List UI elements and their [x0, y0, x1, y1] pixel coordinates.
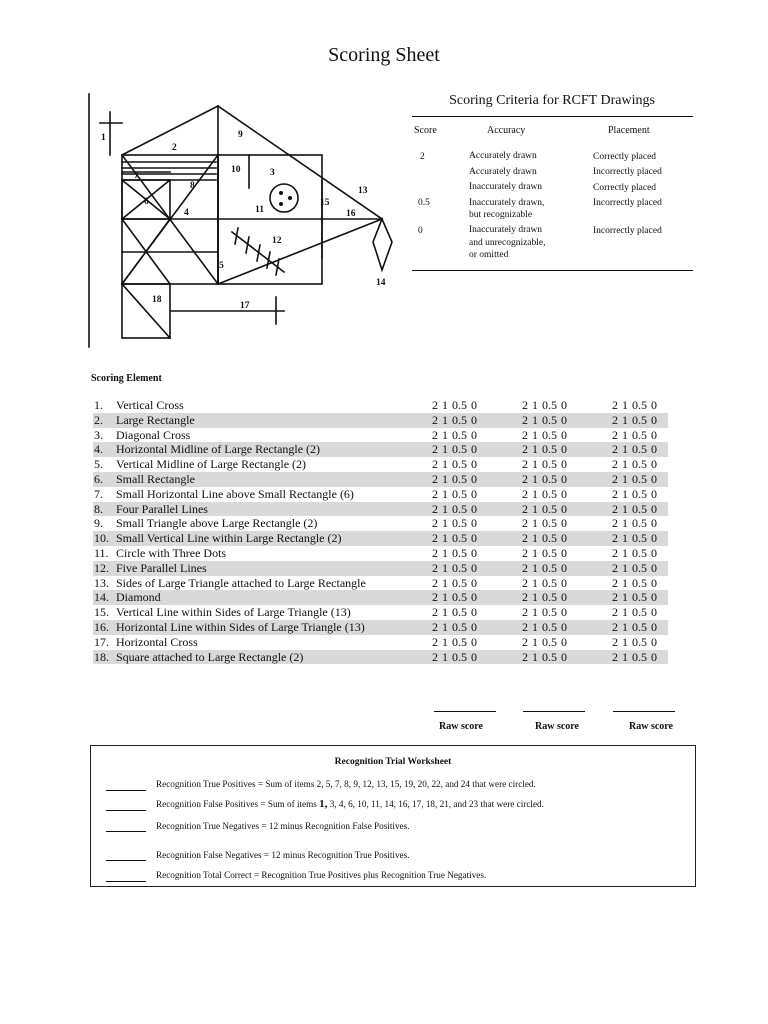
- scoring-element-label: Scoring Element: [91, 373, 162, 384]
- score-options[interactable]: 2 1 0.5 0: [612, 634, 657, 649]
- score-options[interactable]: 2 1 0.5 0: [612, 545, 657, 560]
- scoring-row: [93, 502, 668, 517]
- item-label: Small Rectangle: [116, 471, 195, 486]
- page-title: Scoring Sheet: [328, 44, 440, 66]
- score-options[interactable]: 2 1 0.5 0: [432, 575, 477, 590]
- criteria-title: Scoring Criteria for RCFT Drawings: [449, 93, 655, 108]
- item-number: 9.: [94, 516, 103, 531]
- score-options[interactable]: 2 1 0.5 0: [522, 471, 567, 486]
- item-number: 7.: [94, 486, 103, 501]
- criteria-header-accuracy: Accuracy: [487, 125, 526, 136]
- item-number: 15.: [94, 605, 109, 620]
- score-options[interactable]: 2 1 0.5 0: [522, 427, 567, 442]
- score-options[interactable]: 2 1 0.5 0: [612, 575, 657, 590]
- item-number: 11.: [94, 545, 109, 560]
- figure-label: 10: [231, 165, 241, 175]
- scoring-row: [93, 561, 668, 576]
- scoring-row: [93, 546, 668, 561]
- item-number: 4.: [94, 442, 103, 457]
- score-options[interactable]: 2 1 0.5 0: [612, 501, 657, 516]
- item-number: 16.: [94, 619, 109, 634]
- figure-label: 2: [172, 143, 177, 153]
- item-number: 18.: [94, 649, 109, 664]
- answer-blank[interactable]: [106, 790, 146, 791]
- scoring-table: [93, 398, 668, 664]
- raw-score-line: [613, 711, 675, 712]
- worksheet-line: Recognition False Positives = Sum of items 1, 3, 4, 6, 10, 11, 14, 16, 17, 18, 21, and 23 that were circled.: [156, 798, 544, 810]
- criteria-rule: [412, 270, 693, 271]
- score-options[interactable]: 2 1 0.5 0: [522, 590, 567, 605]
- score-options[interactable]: 2 1 0.5 0: [432, 442, 477, 457]
- item-label: Vertical Line within Sides of Large Triangle (13): [116, 605, 351, 620]
- criteria-placement: Correctly placed: [593, 183, 657, 193]
- criteria-accuracy: Accurately drawn: [469, 151, 537, 161]
- score-options[interactable]: 2 1 0.5 0: [432, 619, 477, 634]
- criteria-header-score: Score: [414, 125, 437, 136]
- worksheet-title: Recognition Trial Worksheet: [334, 757, 452, 767]
- figure-label: 6: [144, 197, 149, 207]
- item-number: 5.: [94, 457, 103, 472]
- score-options[interactable]: 2 1 0.5 0: [612, 619, 657, 634]
- score-options[interactable]: 2 1 0.5 0: [522, 545, 567, 560]
- item-number: 13.: [94, 575, 109, 590]
- criteria-accuracy: Inaccurately drawn: [469, 182, 543, 192]
- scoring-row: [93, 472, 668, 487]
- item-label: Diagonal Cross: [116, 427, 191, 442]
- criteria-accuracy: Inaccurately drawn: [469, 225, 543, 235]
- item-label: Five Parallel Lines: [116, 560, 207, 575]
- figure-label: 4: [184, 208, 189, 218]
- score-options[interactable]: 2 1 0.5 0: [432, 649, 477, 664]
- item-number: 14.: [94, 590, 109, 605]
- scoring-row: [93, 442, 668, 457]
- score-options[interactable]: 2 1 0.5 0: [432, 634, 477, 649]
- criteria-score: 0: [418, 226, 423, 236]
- score-options[interactable]: 2 1 0.5 0: [612, 442, 657, 457]
- score-options[interactable]: 2 1 0.5 0: [522, 649, 567, 664]
- figure-label: 8: [190, 181, 195, 191]
- worksheet-line: Recognition True Negatives = 12 minus Recognition False Positives.: [156, 821, 410, 831]
- item-number: 8.: [94, 501, 103, 516]
- score-options[interactable]: 2 1 0.5 0: [612, 398, 657, 412]
- figure-label: 3: [270, 168, 275, 178]
- item-label: Diamond: [116, 590, 161, 605]
- score-options[interactable]: 2 1 0.5 0: [612, 471, 657, 486]
- score-options[interactable]: 2 1 0.5 0: [522, 457, 567, 472]
- item-number: 6.: [94, 471, 103, 486]
- item-label: Small Triangle above Large Rectangle (2): [116, 516, 318, 531]
- score-options[interactable]: 2 1 0.5 0: [612, 649, 657, 664]
- figure-label: 7: [134, 171, 139, 181]
- score-options[interactable]: 2 1 0.5 0: [522, 501, 567, 516]
- score-options[interactable]: 2 1 0.5 0: [612, 590, 657, 605]
- criteria-accuracy: and unrecognizable,: [469, 238, 546, 248]
- item-label: Small Horizontal Line above Small Rectangle (6): [116, 486, 354, 501]
- score-options[interactable]: 2 1 0.5 0: [522, 634, 567, 649]
- scoring-row: [93, 590, 668, 605]
- raw-score-line: [523, 711, 585, 712]
- item-label: Horizontal Cross: [116, 634, 198, 649]
- scoring-row: [93, 457, 668, 472]
- scoring-row: [93, 428, 668, 443]
- score-options[interactable]: 2 1 0.5 0: [432, 412, 477, 427]
- criteria-score: 0.5: [418, 198, 430, 208]
- scoring-row: [93, 650, 668, 665]
- raw-score-label: Raw score: [535, 721, 579, 732]
- item-label: Square attached to Large Rectangle (2): [116, 649, 304, 664]
- worksheet-line: Recognition Total Correct = Recognition True Positives plus Recognition True Negatives.: [156, 870, 487, 880]
- item-label: Four Parallel Lines: [116, 501, 208, 516]
- score-options[interactable]: 2 1 0.5 0: [432, 427, 477, 442]
- item-label: Small Vertical Line within Large Rectangle (2): [116, 531, 342, 546]
- item-number: 17.: [94, 634, 109, 649]
- item-label: Horizontal Line within Sides of Large Triangle (13): [116, 619, 365, 634]
- figure-label: 9: [238, 130, 243, 140]
- item-number: 3.: [94, 427, 103, 442]
- scoring-row: [93, 413, 668, 428]
- score-options[interactable]: 2 1 0.5 0: [612, 605, 657, 620]
- score-options[interactable]: 2 1 0.5 0: [522, 398, 567, 412]
- worksheet-line: Recognition True Positives = Sum of items 2, 5, 7, 8, 9, 12, 13, 15, 19, 20, 22, and 24 that were circled.: [156, 779, 536, 789]
- raw-score-line: [434, 711, 496, 712]
- score-options[interactable]: 2 1 0.5 0: [612, 457, 657, 472]
- answer-blank[interactable]: [106, 810, 146, 811]
- criteria-accuracy: Accurately drawn: [469, 167, 537, 177]
- figure-label: 16: [346, 209, 356, 219]
- score-options[interactable]: 2 1 0.5 0: [522, 516, 567, 531]
- figure-label: 11: [255, 205, 264, 215]
- score-options[interactable]: 2 1 0.5 0: [432, 471, 477, 486]
- item-label: Vertical Cross: [116, 398, 184, 412]
- answer-blank[interactable]: [106, 860, 146, 861]
- score-options[interactable]: 2 1 0.5 0: [432, 590, 477, 605]
- score-options[interactable]: 2 1 0.5 0: [612, 560, 657, 575]
- worksheet-line: Recognition False Negatives = 12 minus Recognition True Positives.: [156, 850, 410, 860]
- item-number: 12.: [94, 560, 109, 575]
- raw-score-label: Raw score: [439, 721, 483, 732]
- criteria-header-placement: Placement: [608, 125, 650, 136]
- score-options[interactable]: 2 1 0.5 0: [522, 531, 567, 546]
- score-options[interactable]: 2 1 0.5 0: [612, 531, 657, 546]
- score-options[interactable]: 2 1 0.5 0: [432, 501, 477, 516]
- figure-label: 13: [358, 186, 368, 196]
- figure-label: 17: [240, 301, 250, 311]
- criteria-placement: Incorrectly placed: [593, 198, 662, 208]
- score-options[interactable]: 2 1 0.5 0: [612, 427, 657, 442]
- score-options[interactable]: 2 1 0.5 0: [432, 545, 477, 560]
- figure-label: 12: [272, 236, 282, 246]
- item-label: Large Rectangle: [116, 412, 195, 427]
- scoring-row: [93, 635, 668, 650]
- criteria-accuracy: Inaccurately drawn,: [469, 198, 545, 208]
- rcft-figure: [88, 92, 404, 350]
- score-options[interactable]: 2 1 0.5 0: [522, 619, 567, 634]
- score-options[interactable]: 2 1 0.5 0: [612, 516, 657, 531]
- criteria-rule: [412, 116, 693, 117]
- item-label: Circle with Three Dots: [116, 545, 227, 560]
- score-options[interactable]: 2 1 0.5 0: [432, 398, 477, 412]
- scoring-row: [93, 576, 668, 591]
- answer-blank[interactable]: [106, 831, 146, 832]
- figure-label: 15: [320, 198, 330, 208]
- answer-blank[interactable]: [106, 881, 146, 882]
- score-options[interactable]: 2 1 0.5 0: [522, 560, 567, 575]
- scoring-row: [93, 620, 668, 635]
- score-options[interactable]: 2 1 0.5 0: [612, 486, 657, 501]
- score-options[interactable]: 2 1 0.5 0: [432, 457, 477, 472]
- score-options[interactable]: 2 1 0.5 0: [522, 442, 567, 457]
- figure-label: 14: [376, 278, 386, 288]
- score-options[interactable]: 2 1 0.5 0: [432, 605, 477, 620]
- criteria-accuracy: or omitted: [469, 250, 509, 260]
- score-options[interactable]: 2 1 0.5 0: [522, 486, 567, 501]
- score-options[interactable]: 2 1 0.5 0: [432, 486, 477, 501]
- scoring-row: [93, 398, 668, 413]
- score-options[interactable]: 2 1 0.5 0: [432, 560, 477, 575]
- criteria-placement: Incorrectly placed: [593, 226, 662, 236]
- scoring-row: [93, 605, 668, 620]
- criteria-accuracy: but recognizable: [469, 210, 533, 220]
- score-options[interactable]: 2 1 0.5 0: [522, 412, 567, 427]
- raw-score-label: Raw score: [629, 721, 673, 732]
- criteria-placement: Incorrectly placed: [593, 167, 662, 177]
- figure-label: 5: [219, 261, 224, 271]
- scoring-row: [93, 516, 668, 531]
- figure-label: 18: [152, 295, 162, 305]
- item-label: Sides of Large Triangle attached to Large Rectangle: [116, 575, 366, 590]
- figure-label: 1: [101, 133, 106, 143]
- item-label: Horizontal Midline of Large Rectangle (2): [116, 442, 321, 457]
- criteria-score: 2: [420, 152, 425, 162]
- item-number: 2.: [94, 412, 103, 427]
- item-label: Vertical Midline of Large Rectangle (2): [116, 457, 307, 472]
- score-options[interactable]: 2 1 0.5 0: [432, 531, 477, 546]
- item-number: 1.: [94, 398, 103, 412]
- criteria-placement: Correctly placed: [593, 152, 657, 162]
- score-options[interactable]: 2 1 0.5 0: [432, 516, 477, 531]
- score-options[interactable]: 2 1 0.5 0: [612, 412, 657, 427]
- scoring-row: [93, 531, 668, 546]
- score-options[interactable]: 2 1 0.5 0: [522, 575, 567, 590]
- recognition-worksheet: [90, 745, 696, 887]
- score-options[interactable]: 2 1 0.5 0: [522, 605, 567, 620]
- scoring-row: [93, 487, 668, 502]
- item-number: 10.: [94, 531, 109, 546]
